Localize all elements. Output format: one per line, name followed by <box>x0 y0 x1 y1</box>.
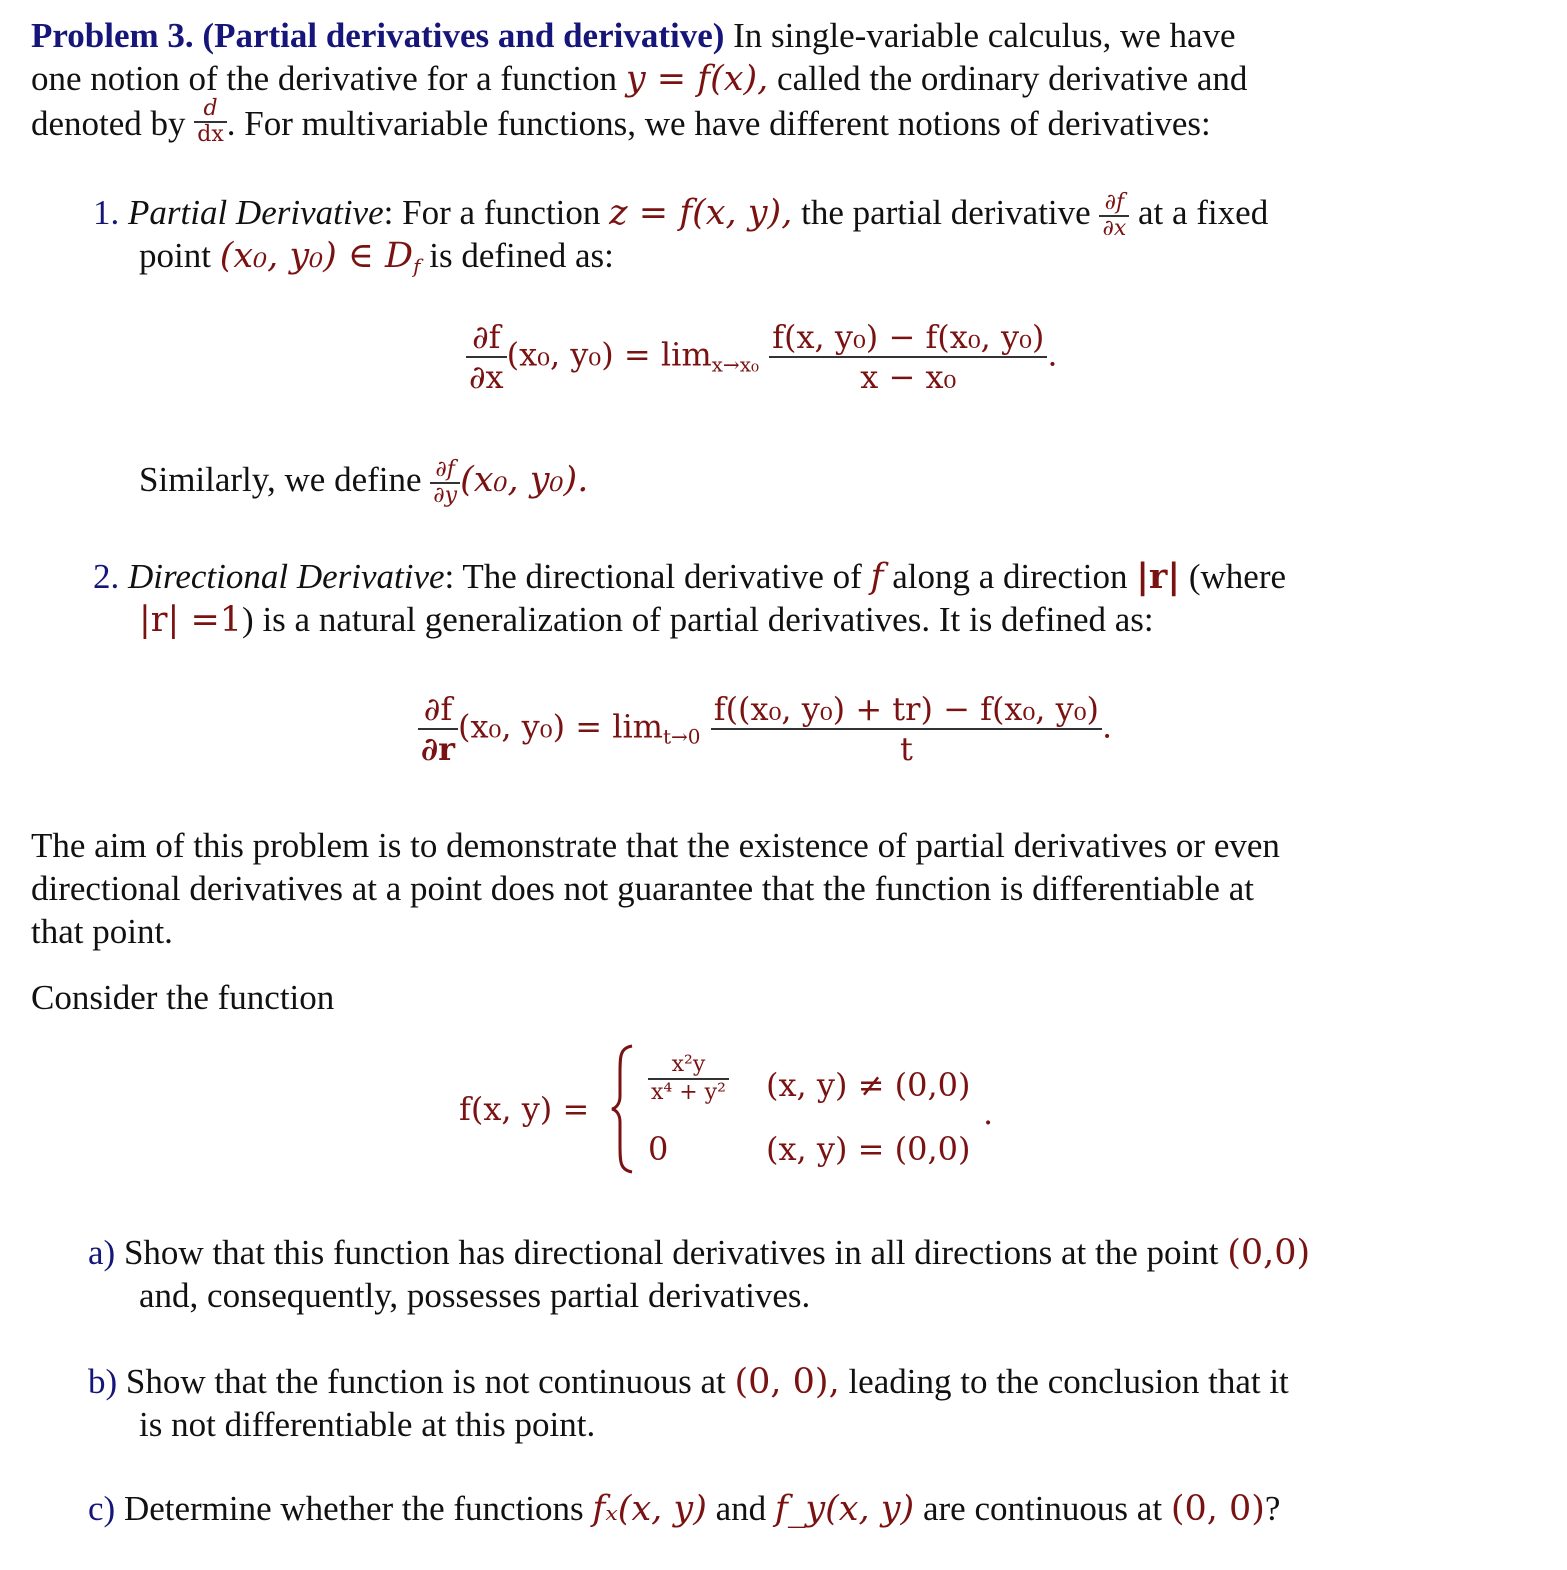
similarly-text: Similarly, we define <box>139 460 422 500</box>
eq1-lhs-arg: (x₀, y₀) = lim <box>506 335 712 374</box>
eq2-rhs-num: f((x₀, y₀) + tr) − f(x₀, y₀) <box>711 690 1102 730</box>
part-b-text-1b: leading to the conclusion that it <box>848 1362 1289 1401</box>
similarly-fraction <box>430 458 460 508</box>
eq2-lhs-den: ∂r <box>421 730 455 768</box>
intro-text-3: called the ordinary derivative and <box>777 59 1248 98</box>
eq2-lim-sub: t→0 <box>663 724 701 749</box>
eq1-rhs-den: x − x₀ <box>860 358 957 396</box>
item-2-line-2 <box>139 598 1439 642</box>
part-a-line-2 <box>139 1274 1439 1318</box>
part-c-and: and <box>715 1489 767 1528</box>
item-2-text-1: : The directional derivative of <box>444 557 862 596</box>
intro-line-1 <box>31 14 1431 58</box>
item-1-pd-den: ∂x <box>1102 216 1127 241</box>
ordinary-den: dx <box>197 121 224 147</box>
item-2-unit: |r| =1 <box>139 600 243 640</box>
part-b-line-1 <box>88 1360 1438 1404</box>
aim-text-2: directional derivatives at a point does not guarantee that the function is differentiable at <box>31 869 1254 908</box>
problem-title: (Partial derivatives and derivative) <box>202 16 725 55</box>
item-2-text-2: along a direction <box>892 557 1128 596</box>
intro-text-1: In single-variable calculus, we have <box>733 16 1236 55</box>
eq1-period: . <box>1047 335 1058 374</box>
part-a-marker: a) <box>88 1233 116 1272</box>
similarly-line <box>139 458 1039 508</box>
part-b-text-1a: Show that the function is not continuous at <box>125 1362 726 1401</box>
aim-line-3 <box>31 910 1451 954</box>
item-1-text-1: : For a function <box>383 193 601 233</box>
part-a-text-1: Show that this function has directional derivatives in all directions at the point <box>123 1233 1219 1272</box>
part-c-marker: c) <box>88 1489 116 1528</box>
part-c-line-1 <box>88 1487 1488 1531</box>
intro-function: y = f(x), <box>625 59 769 99</box>
case-1-condition: (x, y) ≠ (0,0) <box>766 1066 971 1104</box>
piecewise-period: . <box>983 1094 994 1132</box>
aim-text-3: that point. <box>31 912 173 951</box>
similarly-num: ∂f <box>430 458 460 484</box>
eq2-rhs-den: t <box>899 730 913 768</box>
eq2-lhs-num: ∂f <box>418 690 458 730</box>
item-1-pd-num: ∂f <box>1099 191 1129 217</box>
part-b-marker: b) <box>88 1362 118 1401</box>
case-2-condition: (x, y) = (0,0) <box>766 1130 971 1168</box>
directional-derivative-equation <box>418 690 1112 768</box>
case-2-value: 0 <box>648 1130 669 1168</box>
ordinary-num: d <box>194 97 227 123</box>
eq2-rhs-fraction <box>711 690 1102 768</box>
item-2-direction: |r| <box>1136 556 1181 597</box>
part-b-line-2 <box>139 1403 1439 1447</box>
item-2-line-1 <box>93 555 1433 599</box>
intro-text-5: . For multivariable functions, we have different notions of derivatives: <box>226 104 1211 143</box>
intro-text-2: one notion of the derivative for a function <box>31 59 618 98</box>
eq1-lhs-num: ∂f <box>466 318 507 358</box>
eq1-lhs-fraction <box>466 318 507 396</box>
part-c-fy: f_y(x, y) <box>774 1489 915 1529</box>
item-1-text-4: point <box>139 236 211 275</box>
item-1-marker: 1. <box>93 193 120 233</box>
problem-number: Problem 3. <box>31 16 194 55</box>
item-1-text-3: at a fixed <box>1137 193 1269 233</box>
item-1-text-2: the partial derivative <box>801 193 1091 233</box>
eq1-rhs-num: f(x, y₀) − f(x₀, y₀) <box>769 318 1047 358</box>
item-1-text-5: is defined as: <box>429 236 614 275</box>
item-2-marker: 2. <box>93 557 120 596</box>
aim-line-2 <box>31 867 1451 911</box>
ordinary-derivative-fraction <box>194 97 227 147</box>
part-c-fx: fₓ(x, y) <box>592 1489 707 1529</box>
partial-derivative-equation <box>466 318 1058 396</box>
item-2-name: Directional Derivative <box>128 557 445 596</box>
part-b-point: (0, 0), <box>734 1362 840 1402</box>
eq1-lhs-den: ∂x <box>469 358 504 396</box>
case-1-den: x⁴ + y² <box>651 1080 726 1105</box>
case-1-num: x²y <box>648 1052 729 1080</box>
eq2-period: . <box>1102 707 1113 746</box>
item-1-function: z = f(x, y), <box>609 193 793 234</box>
aim-text-1: The aim of this problem is to demonstrate that the existence of partial derivatives or even <box>31 826 1280 865</box>
item-1-name: Partial Derivative <box>128 193 384 233</box>
case-1-fraction <box>648 1052 729 1106</box>
item-2-text-4: ) is a natural generalization of partial derivatives. It is defined as: <box>242 600 1154 639</box>
eq1-lim-sub: x→x₀ <box>711 352 759 377</box>
piecewise-lhs: f(x, y) = <box>459 1090 590 1128</box>
intro-line-3 <box>31 95 1431 147</box>
part-b-text-2: is not differentiable at this point. <box>139 1405 596 1444</box>
intro-line-2 <box>31 57 1431 101</box>
item-1-line-2 <box>139 234 1439 288</box>
part-c-question: ? <box>1264 1489 1281 1528</box>
part-a-point: (0,0) <box>1227 1233 1311 1273</box>
part-a-text-2: and, consequently, possesses partial derivatives. <box>139 1276 811 1315</box>
part-c-text-1: Determine whether the functions <box>123 1489 584 1528</box>
intro-text-4: denoted by <box>31 104 186 143</box>
similarly-den: ∂y <box>433 483 458 508</box>
eq2-lhs-fraction <box>418 690 458 768</box>
left-brace-icon <box>610 1044 634 1174</box>
similarly-arg: (x₀, y₀). <box>460 460 589 501</box>
aim-line-1 <box>31 824 1451 868</box>
item-1-point <box>220 236 421 276</box>
case-1-frac <box>648 1052 729 1106</box>
item-2-f: f <box>870 557 884 597</box>
item-2-text-3: (where <box>1188 557 1287 596</box>
part-c-text-2: are continuous at <box>922 1489 1163 1528</box>
item-1-point-text: (x₀, y₀) ∈ D <box>219 236 414 276</box>
consider-line <box>31 976 831 1020</box>
part-c-point: (0, 0) <box>1170 1489 1265 1529</box>
item-1-point-sub: f <box>413 254 421 278</box>
consider-text: Consider the function <box>31 978 335 1017</box>
eq1-rhs-fraction <box>769 318 1047 396</box>
part-a-line-1 <box>88 1231 1438 1275</box>
eq2-lhs-arg: (x₀, y₀) = lim <box>457 707 664 746</box>
